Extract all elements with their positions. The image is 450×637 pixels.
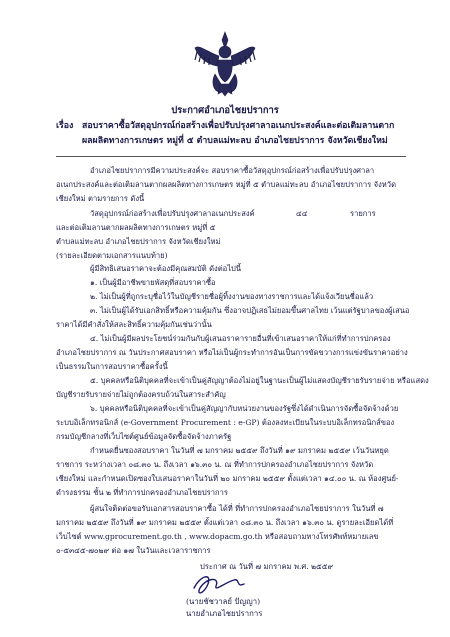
garuda-emblem-icon <box>193 30 257 98</box>
divider <box>56 156 406 157</box>
item-description: วัสดุอุปกรณ์ก่อสร้างเพื่อปรับปรุงศาลาอเนกประสงค์ <box>90 209 255 218</box>
contact-line: ผู้สนใจติดต่อขอรับเอกสารสอบราคาซื้อ ได้ที่ ที่ทำการปกครองอำเภอไชยปราการ ในวันที่ ๗ <box>90 504 384 513</box>
item-description: (รายละเอียดตามเอกสารแนบท้าย) <box>56 251 168 260</box>
condition-line: ๑. เป็นผู้มีอาชีพขายพัสดุที่สอบราคาซื้อ <box>90 278 216 287</box>
item-quantity: ๔๔ <box>296 209 308 218</box>
item-description: และต่อเติมลานตากผลผลิตทางการเกษตร หมู่ที่ ๕ <box>56 223 216 232</box>
contact-line: ๐-๕๓๔๕-๗๐๒๙ ต่อ ๑๗ ในวันและเวลาราชการ <box>56 546 211 555</box>
condition-line: ระบบอิเล็กทรอนิกส์ (e-Government Procurement : e-GP) ต้องลงทะเบียนในระบบอิเล็กทรอนิกส์ของ <box>56 418 395 427</box>
condition-line: ๕. บุคคลหรือนิติบุคคลที่จะเข้าเป็นคู่สัญญาต้องไม่อยู่ในฐานะเป็นผู้ไม่แสดงบัญชีรายรับรายจ่าย หรือแสดง <box>90 376 429 385</box>
signer-title: นายอำเภอไชยปราการ <box>186 609 263 618</box>
subject-line: ผลผลิตทางการเกษตร หมู่ที่ ๕ ตำบลแม่ทะลบ อำเภอไชยปราการ จังหวัดเชียงใหม่ <box>82 136 388 146</box>
item-description: ตำบลแม่ทะลบ อำเภอไชยปราการ จังหวัดเชียงใหม่ <box>56 237 221 246</box>
qualification-heading: ผู้มีสิทธิเสนอราคาจะต้องมีคุณสมบัติ ดังต่อไปนี้ <box>90 264 242 273</box>
subject-line: สอบราคาซื้อวัสดุอุปกรณ์ก่อสร้างเพื่อปรับปรุงศาลาอเนกประสงค์และต่อเติมลานตาก <box>82 121 395 131</box>
signer-name: (นายชัชวาลย์ ปัญญา) <box>186 597 261 606</box>
intro-line: เชียงใหม่ ตามรายการ ดังนี้ <box>56 194 145 203</box>
schedule-line: เชียงใหม่ และกำหนดเปิดซองใบเสนอราคาในวันที่ ๒๐ มกราคม ๒๕๕๙ ตั้งแต่เวลา ๑๔.๐๐ น. ณ ห้องศูนย์- <box>56 474 399 483</box>
condition-line: ๓. ไม่เป็นผู้ได้รับเอกสิทธิ์หรือความคุ้มกัน ซึ่งอาจปฏิเสธไม่ยอมขึ้นศาลไทย เว้นแต่รัฐบาลของผู้เสนอ <box>90 306 410 315</box>
condition-line: อำเภอไชยปราการ ณ วันประกาศสอบราคา หรือไม่เป็นผู้กระทำการอันเป็นการขัดขวางการแข่งขันราคาอย่าง <box>56 348 408 357</box>
schedule-line: ดำรงธรรม ชั้น ๒ ที่ทำการปกครองอำเภอไชยปราการ <box>56 488 228 497</box>
contact-line: มกราคม ๒๕๕๙ ถึงวันที่ ๑๙ มกราคม ๒๕๕๙ ตั้งแต่เวลา ๐๘.๓๐ น. ถึงเวลา ๑๖.๓๐ น. ดูรายละเอียดได้ที่ <box>56 518 394 527</box>
intro-line: อเนกประสงค์และต่อเติมลานตากผลผลิตทางการเกษตร หมู่ที่ ๕ ตำบลแม่ทะลบ อำเภอไชยปราการ จังหวัด <box>56 180 396 189</box>
condition-line: ๔. ไม่เป็นผู้มีผลประโยชน์ร่วมกันกับผู้เสนอราคารายอื่นที่เข้าเสนอราคาให้แก่ที่ทำการปกครอง <box>90 334 391 343</box>
condition-line: ราคาได้มีคำสั่งให้สละสิทธิ์ความคุ้มกันเช่นว่านั้น <box>56 320 212 329</box>
condition-line: เป็นธรรมในการสอบราคาซื้อครั้งนี้ <box>56 362 168 371</box>
condition-line: ๖. บุคคลหรือนิติบุคคลที่จะเข้าเป็นคู่สัญญากับหน่วยงานของรัฐซึ่งได้ดำเนินการจัดซื้อจัดจ้างด้วย <box>90 404 399 413</box>
contact-line: เว็บไซต์ www.gprocurement.go.th , www.dopacm.go.th หรือสอบถามทางโทรศัพท์หมายเลข <box>56 532 379 541</box>
condition-line: ๒. ไม่เป็นผู้ที่ถูกระบุชื่อไว้ในบัญชีรายชื่อผู้ทิ้งงานของทางราชการและได้แจ้งเวียนชื่อแล้ว <box>90 292 374 301</box>
intro-line: อำเภอไชยปราการมีความประสงค์จะ สอบราคาซื้อวัสดุอุปกรณ์ก่อสร้างเพื่อปรับปรุงศาลา <box>90 166 375 175</box>
schedule-line: กำหนดยื่นซองสอบราคา ในวันที่ ๗ มกราคม ๒๕๕๙ ถึงวันที่ ๑๙ มกราคม ๒๕๕๙ เว้นวันหยุด <box>90 446 389 455</box>
item-unit: รายการ <box>350 209 376 218</box>
condition-line: กรมบัญชีกลางที่เว็บไซต์ศูนย์ข้อมูลจัดซื้อจัดจ้างภาครัฐ <box>56 432 232 441</box>
subject-label: เรื่อง <box>56 121 74 131</box>
announcement-title: ประกาศอำเภอไชยปราการ <box>171 105 279 116</box>
announcement-date: ประกาศ ณ วันที่ ๗ มกราคม พ.ศ. ๒๕๕๙ <box>200 562 334 571</box>
schedule-line: ราชการ ระหว่างเวลา ๐๘.๓๐ น. ถึงเวลา ๑๖.๓๐ น. ณ ที่ทำการปกครองอำเภอไชยปราการ จังหวัด <box>56 460 374 469</box>
condition-line: บัญชีรายรับรายจ่ายไม่ถูกต้องครบถ้วนในสาระสำคัญ <box>56 390 226 399</box>
